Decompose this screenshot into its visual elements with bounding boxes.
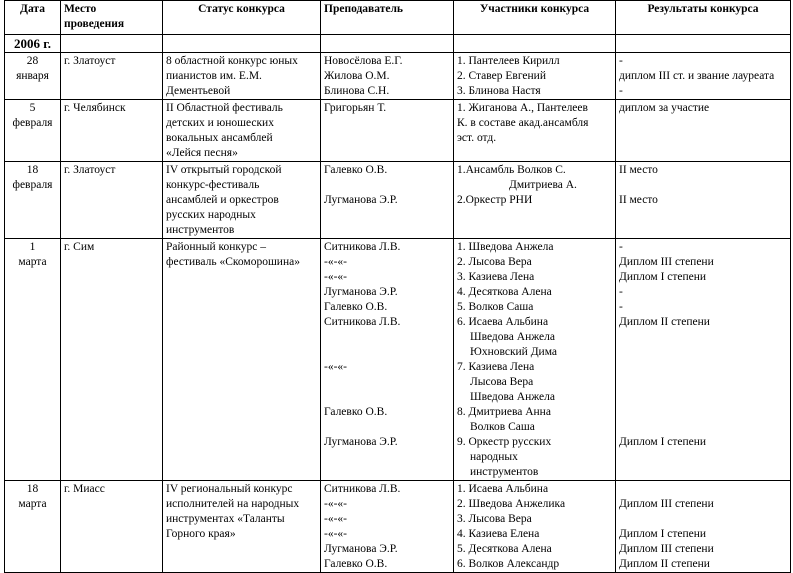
place-cell-line: г. Сим [64,241,95,253]
participants-cell-line: К. в составе акад.ансамбля [457,117,589,129]
participants-cell [454,53,616,100]
results-cell-line: Диплом I степени [619,271,707,283]
participants-cell-line: Шведова Анжела [470,391,555,403]
participants-cell-line: 6. Исаева Альбина [457,316,549,328]
participants-cell-line: 4. Десяткова Алена [457,286,552,298]
teacher-cell-line: Новосёлова Е.Г. [324,55,403,67]
results-cell-line: диплом за участие [619,102,710,114]
competitions-table [4,0,791,573]
participants-cell-line: 1. Шведова Анжела [457,241,554,253]
date-cell-line: января [16,70,49,82]
date-cell-line: марта [18,256,47,268]
document-page [4,0,791,573]
status-cell-line: Дементьевой [166,85,231,97]
teacher-cell-line: Лугманова Э.Р. [324,436,398,448]
date-cell-line: 18 [26,164,39,176]
participants-cell-line: Шведова Анжела [470,331,555,343]
table-row [5,481,791,573]
teacher-cell-line: Галевко О.В. [324,164,388,176]
status-cell-line: вокальных ансамблей [166,132,273,144]
results-cell-line: Диплом I степени [619,528,707,540]
status-cell-line: инструментах «Таланты [166,513,285,525]
place-cell [61,53,163,100]
results-cell-line [619,390,787,405]
teacher-cell-line: Блинова С.Н. [324,85,390,97]
participants-cell-line: 9. Оркестр русских [457,436,552,448]
year-label: 2006 г. [5,35,61,53]
status-cell-line: IV открытый городской [166,164,282,176]
year-row [5,35,791,53]
status-cell-line: фестиваль «Скоморошина» [166,256,300,268]
status-cell-line: Горного края» [166,528,236,540]
header-status: Статус конкурса [163,1,321,35]
teacher-cell-line: Галевко О.В. [324,301,388,313]
results-cell-line [619,482,787,497]
results-cell-line: Диплом II степени [619,316,710,328]
teacher-cell-line: -«-«- [324,256,347,268]
teacher-cell-line [324,390,450,405]
participants-cell-line: 3. Лысова Вера [457,513,532,525]
header-results: Результаты конкурса [616,1,791,35]
place-cell [61,481,163,573]
participants-cell-line: Лысова Вера [470,376,534,388]
status-cell-line: инструментов [166,224,235,236]
participants-cell-line: инструментов [470,466,539,478]
date-cell-line: 1 [29,241,36,253]
header-date: Дата [5,1,61,35]
participants-cell-line: Волков Саша [470,421,535,433]
participants-cell-line: 2. Шведова Анжелика [457,498,566,510]
results-cell-line [619,512,787,527]
participants-cell-line: 3. Казиева Лена [457,271,535,283]
status-cell [163,162,321,239]
date-cell [5,162,61,239]
teacher-cell-line: Жилова О.М. [324,70,390,82]
status-cell-line: II Областной фестиваль [166,102,283,114]
results-cell [616,100,791,162]
status-cell-line: конкурс-фестиваль [166,179,260,191]
results-cell-line [619,345,787,360]
participants-cell-line: 1. Жиганова А., Пантелеев [457,102,588,114]
results-cell-line: - [619,301,623,313]
place-cell-line: г. Златоуст [64,55,116,67]
participants-cell [454,481,616,573]
teacher-cell-line [324,178,450,193]
teacher-cell [321,53,454,100]
teacher-cell-line: Галевко О.В. [324,406,388,418]
results-cell-line: - [619,241,623,253]
participants-cell-line: 8. Дмитриева Анна [457,406,551,418]
results-cell-line: Диплом I степени [619,436,707,448]
teacher-cell-line: Ситникова Л.В. [324,316,401,328]
results-cell-line: Диплом III степени [619,256,714,268]
place-cell-line: г. Челябинск [64,102,126,114]
participants-cell-line: 6. Волков Александр [457,558,560,570]
results-cell-line: Диплом III степени [619,498,714,510]
results-cell-line: - [619,286,623,298]
participants-cell [454,100,616,162]
teacher-cell-line: Галевко О.В. [324,558,388,570]
participants-cell [454,162,616,239]
teacher-cell-line [324,420,450,435]
header-place: Место проведения [61,1,163,35]
date-cell [5,481,61,573]
teacher-cell-line: Григорьян Т. [324,102,387,114]
status-cell-line: IV региональный конкурс [166,483,293,495]
status-cell [163,239,321,481]
teacher-cell-line: Лугманова Э.Р. [324,194,398,206]
participants-cell-line: Дмитриева А. [509,179,577,191]
participants-cell-line: 5. Волков Саша [457,301,534,313]
date-cell-line: 28 [26,55,39,67]
date-cell-line: февраля [12,179,53,191]
status-cell-line: «Лейся песня» [166,147,238,159]
status-cell-line: Районный конкурс – [166,241,267,253]
results-cell [616,481,791,573]
status-cell [163,53,321,100]
teacher-cell-line [324,375,450,390]
results-cell-line: Диплом II степени [619,558,710,570]
results-cell [616,162,791,239]
teacher-cell [321,239,454,481]
place-cell [61,162,163,239]
results-cell-line: II место [619,164,658,176]
participants-cell-line: 1.Ансамбль Волков С. [457,164,566,176]
teacher-cell-line: Ситникова Л.В. [324,241,401,253]
results-cell-line: II место [619,194,658,206]
place-cell-line: г. Златоуст [64,164,116,176]
place-cell [61,239,163,481]
participants-cell-line: 2. Лысова Вера [457,256,532,268]
status-cell-line: русских народных [166,209,256,221]
results-cell-line [619,178,787,193]
status-cell-line: ансамблей и оркестров [166,194,279,206]
results-cell-line [619,420,787,435]
teacher-cell-line: -«-«- [324,513,347,525]
results-cell [616,53,791,100]
date-cell [5,100,61,162]
date-cell [5,239,61,481]
date-cell-line: 5 [29,102,36,114]
teacher-cell-line: Ситникова Л.В. [324,483,401,495]
teacher-cell-line: -«-«- [324,271,347,283]
status-cell-line: пианистов им. Е.М. [166,70,262,82]
participants-cell-line: 1. Пантелеев Кирилл [457,55,560,67]
status-cell-line: детских и юношеских [166,117,274,129]
teacher-cell-line: -«-«- [324,528,347,540]
status-cell [163,100,321,162]
status-cell-line: 8 областной конкурс юных [166,55,298,67]
teacher-cell-line [324,330,450,345]
results-cell-line [619,405,787,420]
date-cell-line: 18 [26,483,39,495]
participants-cell-line: 1. Исаева Альбина [457,483,549,495]
teacher-cell-line: -«-«- [324,498,347,510]
teacher-cell-line: -«-«- [324,361,347,373]
teacher-cell [321,100,454,162]
results-cell-line [619,360,787,375]
participants-cell-line: 3. Блинова Настя [457,85,541,97]
participants-cell-line: 5. Десяткова Алена [457,543,552,555]
teacher-cell-line [324,345,450,360]
teacher-cell-line: Лугманова Э.Р. [324,286,398,298]
results-cell [616,239,791,481]
participants-cell-line: эст. отд. [457,132,497,144]
header-participants: Участники конкурса [454,1,616,35]
results-cell-line: Диплом III степени [619,543,714,555]
date-cell [5,53,61,100]
status-cell [163,481,321,573]
table-row [5,53,791,100]
header-teacher: Преподаватель [321,1,454,35]
participants-cell-line: народных [470,451,518,463]
place-cell-line: г. Миасс [64,483,105,495]
status-cell-line: исполнителей на народных [166,498,300,510]
results-cell-line: - [619,85,623,97]
teacher-cell [321,162,454,239]
participants-cell-line: Юхновский Дима [470,346,558,358]
results-cell-line: диплом III ст. и звание лауреата [619,70,775,82]
results-cell-line [619,375,787,390]
date-cell-line: марта [18,498,47,510]
table-header-row [5,1,791,35]
place-cell [61,100,163,162]
participants-cell-line: 4. Казиева Елена [457,528,540,540]
participants-cell-line: 7. Казиева Лена [457,361,535,373]
results-cell-line [619,330,787,345]
table-row [5,162,791,239]
teacher-cell-line: Лугманова Э.Р. [324,543,398,555]
teacher-cell [321,481,454,573]
results-cell-line: - [619,55,623,67]
table-row [5,100,791,162]
participants-cell-line: 2. Ставер Евгений [457,70,546,82]
participants-cell-line: 2.Оркестр РНИ [457,194,533,206]
participants-cell [454,239,616,481]
date-cell-line: февраля [12,117,53,129]
table-row [5,239,791,481]
